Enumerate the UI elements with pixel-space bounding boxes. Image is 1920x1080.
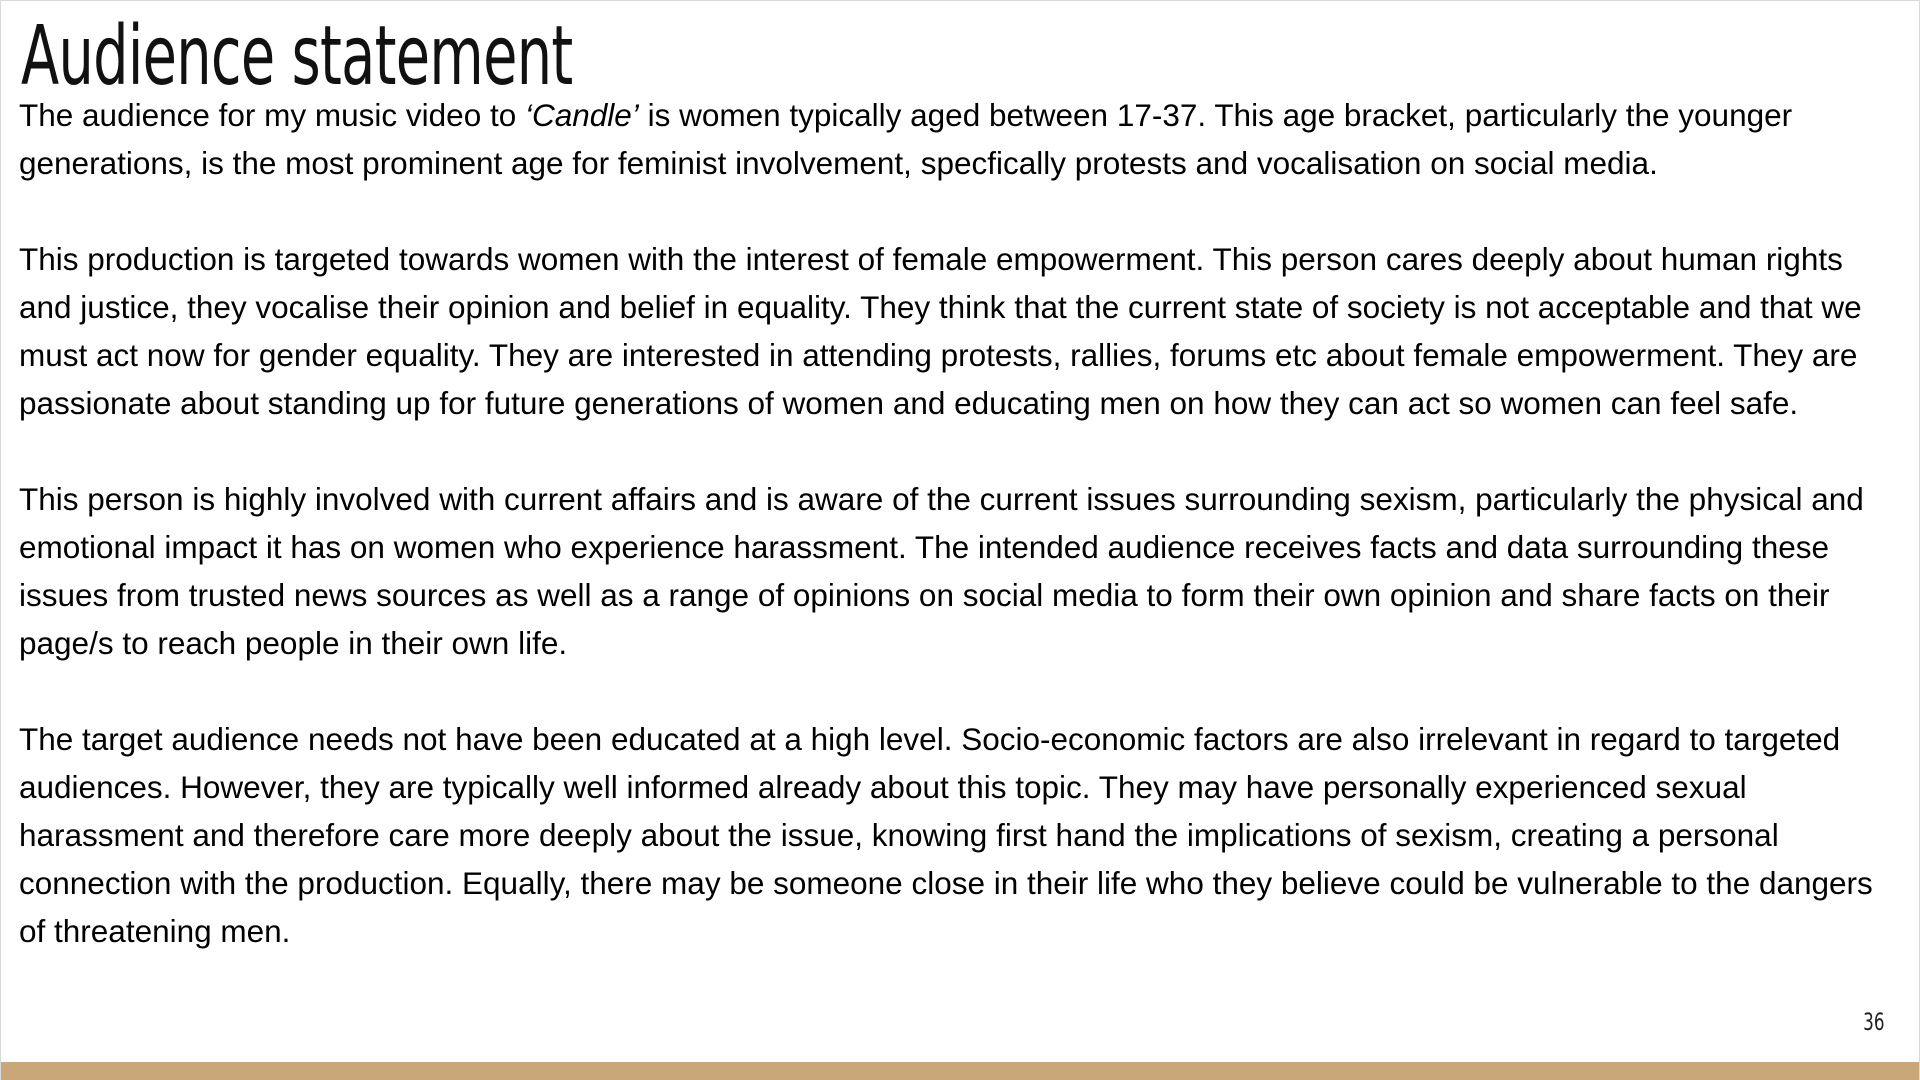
paragraph-text: is women typically aged between 17-37. This age bracket, particularly the younger generations, is the most prominent age for feminist involvement, specfically protests and vocalisation on social media. <box>19 97 1793 181</box>
song-title: ‘Candle’ <box>524 97 639 133</box>
paragraph-education-background: The target audience needs not have been educated at a high level. Socio-economic factors are also irrelevant in regard to targeted audiences. However, they are typically well informed already about this topic. They may have personally experienced sexual harassment and therefore care more deeply about the issue, knowing first hand the implications of sexism, creating a personal connection with the production. Equally, there may be someone close in their life who they believe could be vulnerable to the dangers of threatening men. <box>19 721 1873 949</box>
paragraph-current-affairs: This person is highly involved with current affairs and is aware of the current issues surrounding sexism, particularly the physical and emotional impact it has on women who experience harassment. The intended audience receives facts and data surrounding these issues from trusted news sources as well as a range of opinions on social media to form their own opinion and share facts on their page/s to reach people in their own life. <box>19 481 1864 661</box>
paragraph-target-interests: This production is targeted towards women with the interest of female empowerment. This person cares deeply about human rights and justice, they vocalise their opinion and belief in equality. They think that the current state of society is not acceptable and that we must act now for gender equality. They are interested in attending protests, rallies, forums etc about female empowerment. They are passionate about standing up for future generations of women and educating men on how they can act so women can feel safe. <box>19 241 1862 421</box>
slide-body <box>19 91 1899 955</box>
slide-title: Audience statement <box>21 9 573 104</box>
footer-accent-bar <box>1 1062 1919 1080</box>
page-number: 36 <box>1863 1008 1885 1036</box>
paragraph-text: The audience for my music video to <box>19 97 525 133</box>
paragraph-audience-overview <box>19 91 1899 187</box>
